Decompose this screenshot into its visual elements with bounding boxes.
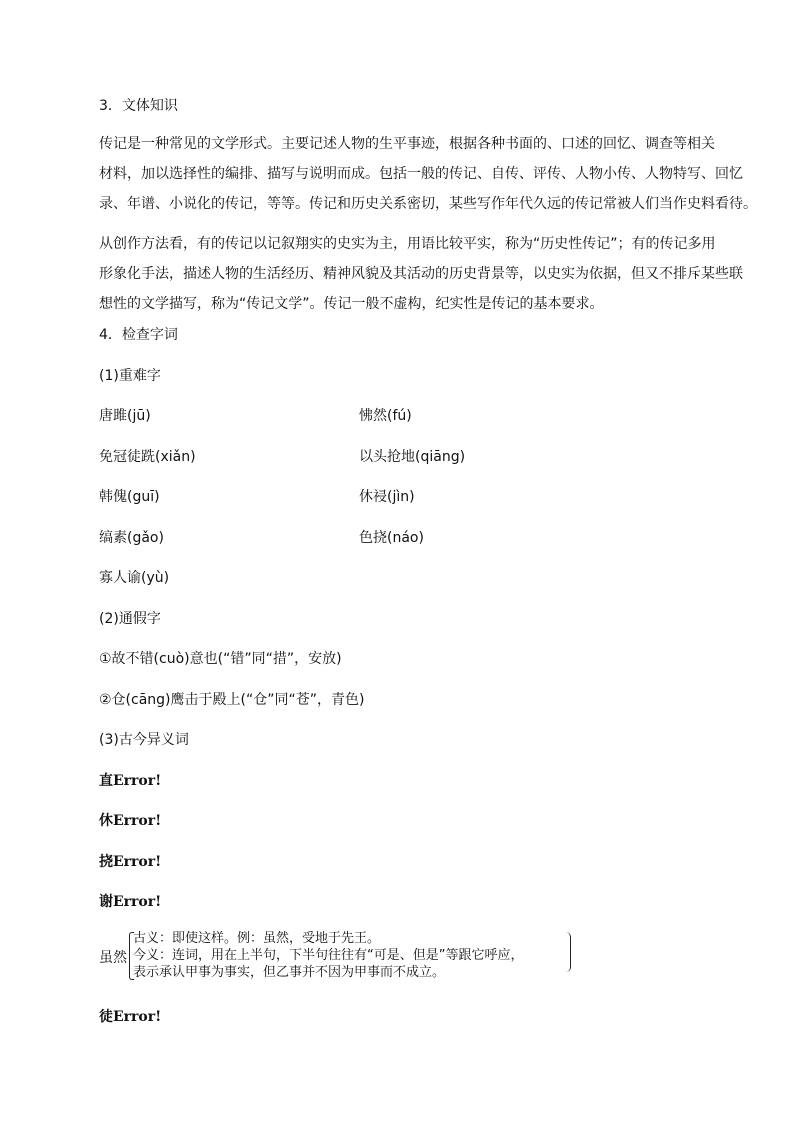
word-item: 色挠(náo) bbox=[359, 530, 424, 546]
subheading-difficult-chars: (1)重难字 bbox=[99, 368, 161, 384]
suiran-definition-block bbox=[99, 930, 599, 980]
definition-line: 表示承认甲事为事实，但乙事并不因为甲事而不成立。 bbox=[133, 965, 446, 980]
subheading-ancient-modern-words: (3)古今异义词 bbox=[99, 732, 189, 748]
tongjia-item: ②仓(cāng)鹰击于殿上(“仓”同“苍”，青色) bbox=[99, 692, 365, 708]
word-item: 怫然(fú) bbox=[359, 408, 412, 424]
suiran-definitions bbox=[133, 930, 523, 981]
suiran-label: 虽然 bbox=[99, 950, 127, 966]
paragraph-line: 传记是一种常见的文学形式。主要记述人物的生平事迹，根据各种书面的、口述的回忆、调查等相关 bbox=[99, 136, 715, 152]
definition-line: 古义：即使这样。例：虽然，受地于先王。 bbox=[133, 931, 381, 946]
right-bracket bbox=[566, 932, 571, 972]
word-item: 韩傀(guī) bbox=[99, 489, 160, 505]
word-item: 缟素(gǎo) bbox=[99, 530, 164, 546]
error-item: 休Error! bbox=[99, 813, 162, 829]
section-heading-4: 4．检查字词 bbox=[99, 327, 178, 343]
word-item: 寡人谕(yù) bbox=[99, 570, 170, 586]
error-item: 徒Error! bbox=[99, 1009, 162, 1025]
paragraph-line: 想性的文学描写，称为“传记文学”。传记一般不虚构，纪实性是传记的基本要求。 bbox=[99, 296, 604, 312]
word-item: 唐雎(jū) bbox=[99, 408, 151, 424]
subheading-interchangeable-chars: (2)通假字 bbox=[99, 611, 161, 627]
word-item: 免冠徒跣(xiǎn) bbox=[99, 449, 196, 465]
paragraph-biography-definition bbox=[99, 129, 757, 219]
tongjia-item: ①故不错(cuò)意也(“错”同“措”，安放) bbox=[99, 651, 342, 667]
paragraph-line: 录、年谱、小说化的传记，等等。传记和历史关系密切，某些写作年代久远的传记常被人们当作史料看待。 bbox=[99, 196, 757, 212]
definition-line: 今义：连词，用在上半句，下半句往往有“可是、但是”等跟它呼应， bbox=[133, 948, 524, 963]
error-item: 挠Error! bbox=[99, 854, 162, 870]
word-item: 休祲(jìn) bbox=[359, 489, 415, 505]
paragraph-line: 材料，加以选择性的编排、描写与说明而成。包括一般的传记、自传、评传、人物小传、人物特写、回忆 bbox=[99, 166, 743, 182]
error-item: 谢Error! bbox=[99, 894, 162, 910]
paragraph-line: 从创作方法看，有的传记以记叙翔实的史实为主，用语比较平实，称为“历史性传记”；有的传记多用 bbox=[99, 236, 716, 252]
error-item: 直Error! bbox=[99, 773, 162, 789]
paragraph-line: 形象化手法，描述人物的生活经历、精神风貌及其活动的历史背景等，以史实为依据，但又不排斥某些联 bbox=[99, 266, 743, 282]
section-heading-3: 3．文体知识 bbox=[99, 98, 178, 114]
word-item: 以头抢地(qiāng) bbox=[359, 449, 466, 465]
paragraph-creation-methods bbox=[99, 229, 743, 319]
